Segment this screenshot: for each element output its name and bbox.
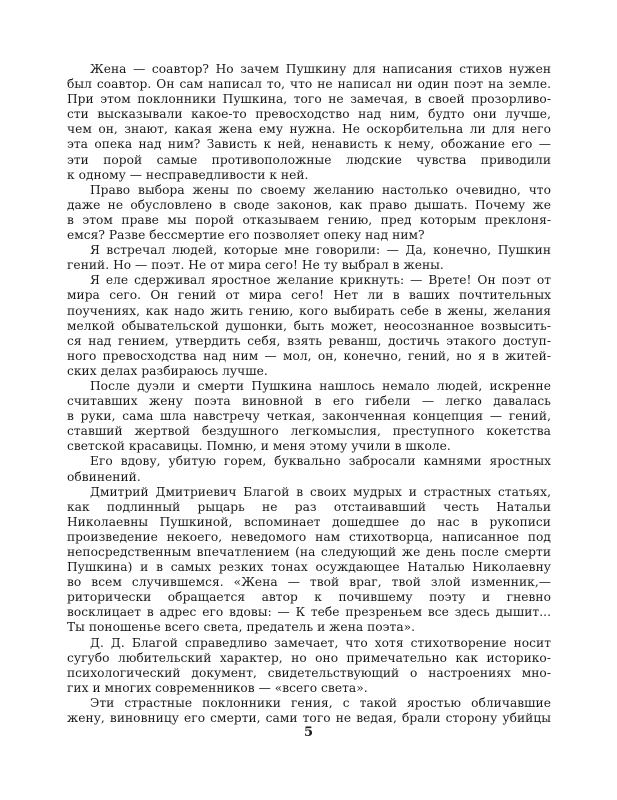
text-line: гений. Но — поэт. Не от мира сего! Не ту выбрал в жены.: [67, 258, 444, 273]
text-line: сти высказывали какое-то превосходство над ним, будто они лучше,: [67, 107, 551, 122]
text-line: Пушкина) и в самых резких тонах осуждающее Наталью Николаевну: [67, 560, 551, 575]
text-line: чем он, знают, какая жена ему нужна. Не оскорбительна ли для него: [67, 122, 551, 137]
text-line: сугубо любительский характер, но оно примечательно как историко-: [67, 650, 551, 665]
text-line: в этом праве мы порой отказываем гению, пред которым преклоня-: [67, 212, 551, 227]
text-line: во всем случившемся. «Жена — твой враг, твой злой изменник,—: [67, 575, 551, 590]
text-line: Эти страстные поклонники гения, с такой яростью обличавшие: [90, 695, 551, 710]
text-line: После дуэли и смерти Пушкина нашлось немало людей, искренне: [90, 378, 551, 393]
text-line: Ты поношенье всего света, предатель и жена поэта».: [67, 620, 416, 635]
text-line: эта опека над ним? Зависть к ней, ненависть к нему, обожание его —: [67, 137, 551, 152]
text-line: к одному — несправедливости к ней.: [67, 167, 309, 182]
text-line: Право выбора жены по своему желанию настолько очевидно, что: [90, 182, 551, 197]
paragraph: [67, 273, 551, 379]
paragraph: [67, 696, 551, 726]
paragraph: [67, 636, 551, 696]
text-line: был соавтор. Он сам написал то, что не написал ни один поэт на земле.: [67, 77, 551, 92]
text-line: мелкой обывательской душонки, быть может, неосознанное возвысить-: [67, 318, 551, 333]
paragraph: [67, 243, 551, 273]
text-line: произведение некоего, неведомого нам стихотворца, написанное под: [67, 529, 551, 544]
text-line: эти порой самые противоположные людские чувства приводили: [67, 152, 551, 167]
text-line: восклицает в адрес его вдовы: — К тебе презреньем все здесь дышит...: [67, 605, 551, 620]
text-line: ного превосходства над ним — мол, он, конечно, гений, но я в житей-: [67, 348, 551, 363]
text-line: считавших жену поэта виновной в его гибели — легко давалась: [67, 394, 551, 409]
text-line: ставший жертвой бездушного легкомыслия, преступного кокетства: [67, 424, 551, 439]
paragraph: [67, 62, 551, 183]
text-line: светской красавицы. Помню, и меня этому учили в школе.: [67, 439, 451, 454]
text-line: Д. Д. Благой справедливо замечает, что хотя стихотворение носит: [90, 635, 551, 650]
text-line: обвинений.: [67, 469, 141, 484]
page-number: 5: [303, 725, 314, 740]
paragraph: [67, 485, 551, 636]
text-line: мира сего. Он гений от мира сего! Нет ли в ваших почтительных: [67, 288, 551, 303]
text-line: риторически обращается автор к почившему поэту и гневно: [67, 590, 551, 605]
text-line: ся над гением, утвердить себя, взять реванш, достичь этакого доступ-: [67, 333, 551, 348]
text-line: Николаевны Пушкиной, вспоминает дошедшее до нас в рукописи: [67, 514, 551, 529]
text-line: Я встречал людей, которые мне говорили: — Да, конечно, Пушкин: [90, 243, 551, 258]
text-line: даже не обусловлено в своде законов, как право дышать. Почему же: [67, 197, 551, 212]
text-line: жену, виновницу его смерти, сами того не ведая, брали сторону убийцы: [67, 711, 551, 726]
text-line: Его вдову, убитую горем, буквально забросали камнями яростных: [90, 454, 551, 469]
text-line: психологический документ, свидетельствующий о настроениях мно-: [67, 665, 551, 680]
text-line: емся? Разве бессмертие его позволяет опеку над ним?: [67, 228, 425, 243]
paragraph: [67, 454, 551, 484]
text-line: Дмитрий Дмитриевич Благой в своих мудрых и страстных статьях,: [90, 484, 551, 499]
paragraph: [67, 183, 551, 243]
text-line: Я еле сдерживал яростное желание крикнуть: — Врете! Он поэт от: [90, 273, 551, 288]
text-line: непосредственным впечатлением (на следующий же день после смерти: [67, 545, 551, 559]
text-line: Жена — соавтор? Но зачем Пушкину для написания стихов нужен: [90, 62, 551, 76]
text-line: гих и многих современников — «всего света».: [67, 680, 368, 695]
text-line: в руки, сама шла навстречу четкая, законченная концепция — гений,: [67, 409, 551, 424]
text-line: При этом поклонники Пушкина, того не замечая, в своей прозорливо-: [67, 92, 551, 107]
text-line: поучениях, как надо жить гению, кого выбирать себе в жены, желания: [67, 303, 551, 318]
text-line: ских делах разбираюсь лучше.: [67, 363, 268, 378]
text-line: как подлинный рыцарь не раз отстаивавший честь Натальи: [67, 499, 551, 514]
paragraph: [67, 379, 551, 454]
page-body: [67, 62, 551, 726]
